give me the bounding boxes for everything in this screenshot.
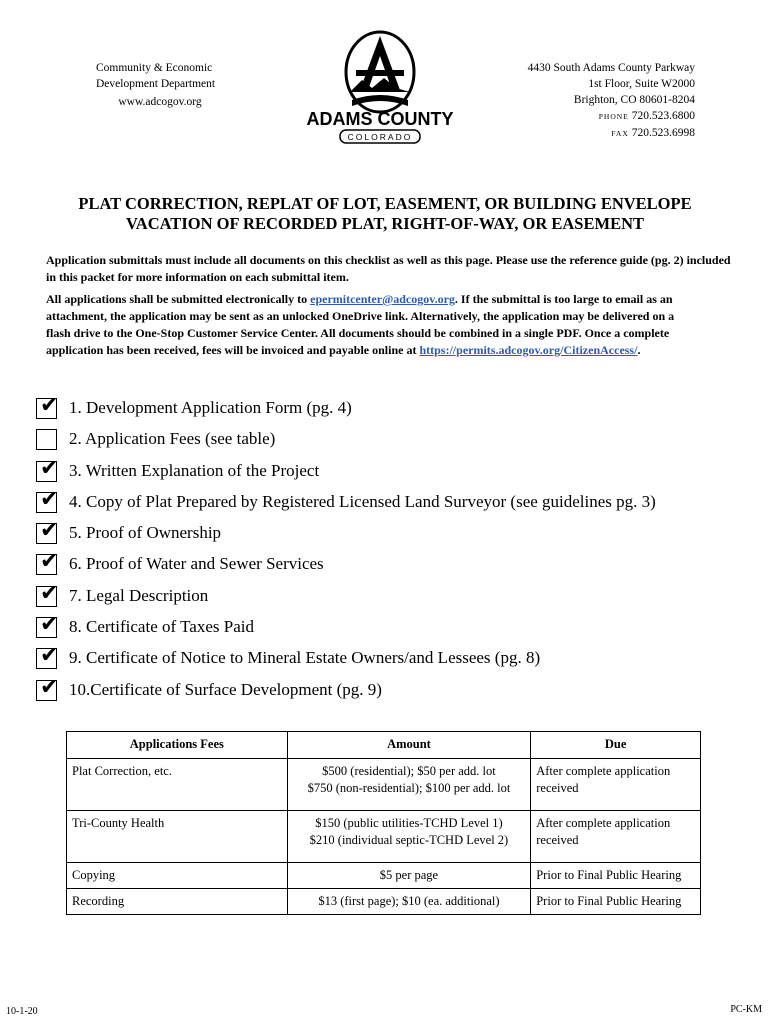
due-cell: After complete application received xyxy=(531,759,701,811)
fees-table-header xyxy=(67,732,701,759)
dept-line-1: Community & Economic xyxy=(96,62,213,74)
check-mark-icon: ✔ xyxy=(40,643,59,669)
checklist-item xyxy=(36,580,736,615)
address-line-1: 4430 South Adams County Parkway xyxy=(527,62,695,74)
check-mark-icon: ✔ xyxy=(40,486,59,512)
amount-cell xyxy=(287,759,531,811)
address-line-3: Brighton, CO 80601-8204 xyxy=(573,94,695,106)
p2-text-c: . xyxy=(637,343,641,357)
col-header-due: Due xyxy=(531,732,701,759)
address-line-2: 1st Floor, Suite W2000 xyxy=(588,78,695,90)
checklist-item-label: 3. Written Explanation of the Project xyxy=(69,460,320,480)
checklist-item xyxy=(36,612,736,646)
checkbox[interactable] xyxy=(36,429,57,450)
checklist-item xyxy=(36,393,736,427)
check-mark-icon: ✔ xyxy=(40,580,59,606)
checklist-item-label: 5. Proof of Ownership xyxy=(69,523,222,543)
check-mark-icon: ✔ xyxy=(40,455,59,481)
checklist-item xyxy=(36,486,736,521)
checklist-item-label: 8. Certificate of Taxes Paid xyxy=(69,617,254,637)
amount-cell: $5 per page xyxy=(287,863,531,889)
phone-line xyxy=(510,108,695,125)
fax-number: 720.523.6998 xyxy=(631,127,695,139)
amount-line: $500 (residential); $50 per add. lot xyxy=(322,764,496,778)
logo-name-text: ADAMS COUNTY xyxy=(306,109,454,129)
table-row xyxy=(67,759,701,811)
checklist-item xyxy=(36,549,736,583)
checklist-item xyxy=(36,518,736,552)
checkbox[interactable] xyxy=(36,643,59,669)
department-block xyxy=(96,60,266,110)
checkbox[interactable] xyxy=(36,455,59,482)
check-mark-icon: ✔ xyxy=(40,674,59,700)
form-code: PC-KM xyxy=(730,1004,762,1015)
fax-line xyxy=(510,125,695,142)
amount-line: $210 (individual septic-TCHD Level 2) xyxy=(309,833,509,847)
dept-line-2: Development Department xyxy=(96,78,216,90)
intro-paragraph-1: Application submittals must include all documents on this checklist as well as this page. Please use the reference guide (pg. 2) included in this packet for more information on each submittal item. xyxy=(46,253,731,284)
table-row xyxy=(67,811,701,863)
due-cell: Prior to Final Public Hearing xyxy=(531,863,701,889)
email-link[interactable]: epermitcenter@adcogov.org xyxy=(310,292,455,306)
amount-line: $150 (public utilities-TCHD Level 1) xyxy=(315,816,503,830)
p2-text-a: All applications shall be submitted electronically to xyxy=(46,292,311,306)
checklist-item-label: 7. Legal Description xyxy=(69,585,209,605)
amount-cell: $13 (first page); $10 (ea. additional) xyxy=(287,889,531,915)
check-mark-icon: ✔ xyxy=(40,612,59,638)
address-block xyxy=(510,60,695,142)
checklist-item xyxy=(36,674,736,709)
fee-name-cell: Recording xyxy=(67,889,288,915)
checkbox[interactable] xyxy=(36,518,59,544)
col-header-fee: Applications Fees xyxy=(67,732,288,759)
amount-line: $750 (non-residential); $100 per add. lot xyxy=(307,781,511,795)
checklist-item-label: 10.Certificate of Surface Development (pg. 9) xyxy=(69,679,382,699)
fax-label: FAX xyxy=(611,129,629,138)
fee-name-cell: Copying xyxy=(67,863,288,889)
phone-number: 720.523.6800 xyxy=(631,110,695,122)
title-line-2: VACATION OF RECORDED PLAT, RIGHT-OF-WAY, OR EASEMENT xyxy=(126,214,644,233)
logo-state-text: COLORADO xyxy=(347,132,413,142)
checkbox[interactable] xyxy=(36,580,59,607)
website-text: www.adcogov.org xyxy=(118,96,202,108)
check-mark-icon: ✔ xyxy=(40,549,59,575)
checklist-item-label: 6. Proof of Water and Sewer Services xyxy=(69,554,324,574)
checklist-item xyxy=(36,455,736,490)
checkbox[interactable] xyxy=(36,549,59,575)
title-line-1: PLAT CORRECTION, REPLAT OF LOT, EASEMENT, OR BUILDING ENVELOPE xyxy=(78,194,692,213)
checklist-item-label: 4. Copy of Plat Prepared by Registered Licensed Land Surveyor (see guidelines pg. 3) xyxy=(69,491,656,511)
checklist-item xyxy=(36,643,736,677)
check-mark-icon: ✔ xyxy=(40,518,59,544)
checklist-item-label: 9. Certificate of Notice to Mineral Estate Owners/and Lessees (pg. 8) xyxy=(69,648,541,668)
check-mark-icon: ✔ xyxy=(40,393,59,418)
checkbox[interactable] xyxy=(36,486,59,513)
table-row xyxy=(67,889,701,915)
col-header-amount: Amount xyxy=(287,732,531,759)
amount-cell xyxy=(287,811,531,863)
document-title xyxy=(30,194,740,234)
adams-county-logo xyxy=(300,30,460,145)
checkbox[interactable] xyxy=(36,674,59,701)
checklist-item-label: 1. Development Application Form (pg. 4) xyxy=(69,398,352,417)
due-cell: After complete application received xyxy=(531,811,701,863)
checklist-item-label: 2. Application Fees (see table) xyxy=(69,429,276,449)
fee-name-cell: Plat Correction, etc. xyxy=(67,759,288,811)
phone-label: PHONE xyxy=(598,112,629,121)
fee-name-cell: Tri-County Health xyxy=(67,811,288,863)
intro-paragraph-2 xyxy=(46,291,676,359)
checklist-item xyxy=(36,427,736,458)
due-cell: Prior to Final Public Hearing xyxy=(531,889,701,915)
table-row xyxy=(67,863,701,889)
citizen-access-link[interactable]: https://permits.adcogov.org/CitizenAccess/ xyxy=(419,343,638,357)
submittal-checklist xyxy=(36,393,736,709)
p2-text-b: . If the submittal is too large to email as an attachment, the application may be sent as an unlocked OneDrive link. Alternatively, the application may be delivered on a flash drive to the One-Stop Customer Service Center. All documents should be combined in a single PDF. Once a complete application has been received, fees will be invoiced and payable online at xyxy=(46,292,675,357)
checkbox[interactable] xyxy=(36,393,59,419)
revision-date: 10-1-20 xyxy=(6,1006,38,1017)
checkbox[interactable] xyxy=(36,612,59,638)
fees-table xyxy=(66,731,701,915)
